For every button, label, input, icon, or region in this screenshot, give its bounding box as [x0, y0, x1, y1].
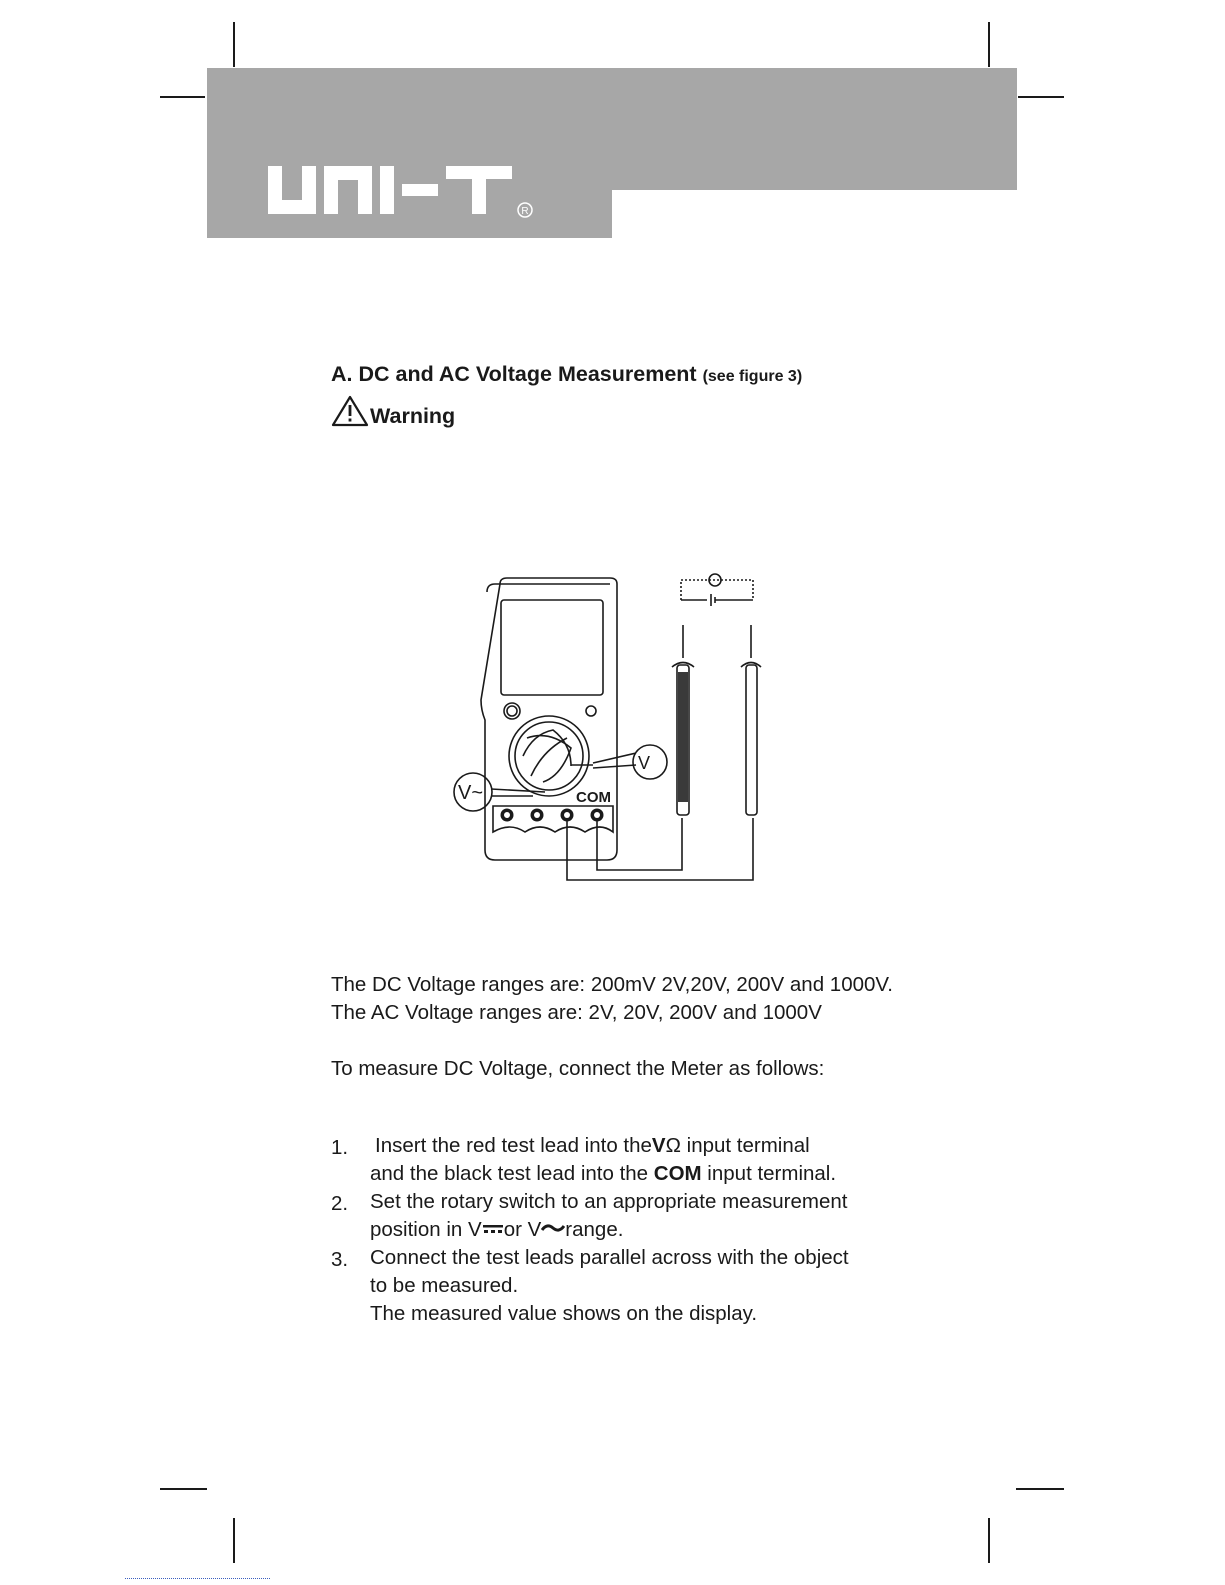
intro-text: To measure DC Voltage, connect the Meter as follows:: [331, 1057, 825, 1080]
ac-symbol-icon: [541, 1222, 565, 1234]
step-number: 3.: [331, 1248, 349, 1271]
crop-mark: [160, 96, 205, 98]
crop-mark: [1016, 1488, 1064, 1490]
ac-ranges: The AC Voltage ranges are: 2V, 20V, 200V and 1000V: [331, 1001, 822, 1024]
uni-t-logo: [264, 160, 539, 226]
dc-ranges: The DC Voltage ranges are: 200mV 2V,20V, 200V and 1000V.: [331, 973, 893, 996]
dc-symbol-icon: [482, 1224, 504, 1236]
step-2-line-1: Set the rotary switch to an appropriate measurement: [370, 1190, 848, 1213]
crop-mark: [1018, 96, 1064, 98]
step-1-text: Insert the red test lead into the: [375, 1134, 652, 1157]
v-dc-callout-label: V: [638, 753, 651, 773]
multimeter-connection-figure: [445, 570, 775, 900]
step-3-line-3: The measured value shows on the display.: [370, 1302, 758, 1325]
crop-mark: [160, 1488, 207, 1490]
crop-mark: [988, 1518, 990, 1563]
section-heading-note: (see figure 3): [702, 368, 803, 385]
warning-text: Warning: [370, 404, 456, 428]
v-ac-callout-label: V~: [458, 782, 484, 804]
warning-triangle-icon: [331, 395, 369, 427]
section-heading-text: A. DC and AC Voltage Measurement: [331, 362, 697, 386]
step-2-line-2-text: position in V: [370, 1218, 482, 1241]
step-1-line-2: [370, 1160, 836, 1188]
ohm-symbol: Ω: [665, 1134, 681, 1157]
step-1-line-2-text: and the black test lead into the: [370, 1162, 654, 1185]
step-1-text-end: input terminal: [680, 1134, 810, 1157]
com-terminal-label: COM: [653, 1162, 702, 1185]
crop-mark: [988, 22, 990, 67]
warning-label: [331, 395, 455, 429]
step-2-line-2: [370, 1216, 623, 1244]
step-3-line-2: to be measured.: [370, 1274, 519, 1297]
com-label: COM: [576, 789, 611, 806]
svg-text:R: R: [521, 206, 529, 217]
crop-mark: [233, 1518, 235, 1563]
step-2-line-2-mid: or V: [503, 1218, 542, 1241]
v-terminal-label: V: [651, 1134, 666, 1157]
step-1-line-2-end: input terminal.: [701, 1162, 837, 1185]
crop-mark: [233, 22, 235, 67]
step-number: 2.: [331, 1192, 349, 1215]
bottom-dotted-link: [125, 1578, 270, 1579]
section-heading: [331, 362, 802, 387]
step-number: 1.: [331, 1136, 349, 1159]
step-2-line-2-end: range.: [565, 1218, 624, 1241]
step-1-line-1: [375, 1132, 810, 1160]
step-3-line-1: Connect the test leads parallel across with the object: [370, 1246, 849, 1269]
